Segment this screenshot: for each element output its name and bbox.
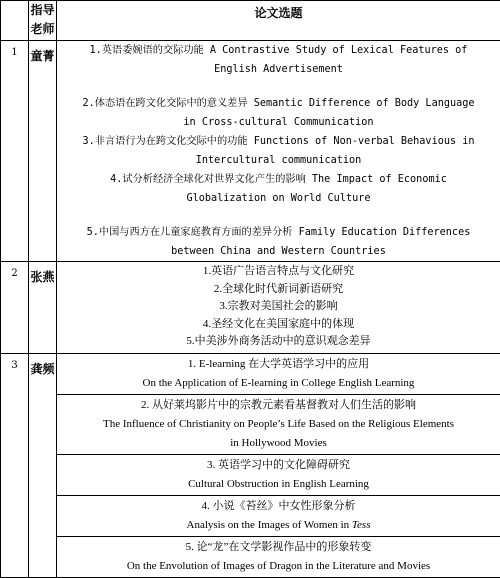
topic-line: English Advertisement xyxy=(57,60,500,79)
topic-item xyxy=(57,170,500,208)
row-number: 1 xyxy=(1,41,29,262)
topic-line: 5.中国与西方在儿童家庭教育方面的差异分析 Family Education Differences xyxy=(57,223,500,242)
topic-line: in Cross-cultural Communication xyxy=(57,113,500,132)
topic-cn: 4. 小说《苔丝》中女性形象分析 xyxy=(57,497,500,516)
topic-cn: 3. 英语学习中的文化障碍研究 xyxy=(57,456,500,475)
topic-item xyxy=(57,94,500,132)
topic-cn: 1. E-learning 在大学英语学习中的应用 xyxy=(57,355,500,374)
topic-en-text: Analysis on the Images of Women in xyxy=(187,519,352,531)
topic-en: On the Application of E-learning in College English Learning xyxy=(57,374,500,393)
topic-line: Intercultural communication xyxy=(57,151,500,170)
topic-en xyxy=(57,516,500,535)
topic-item xyxy=(57,132,500,170)
topic-cn: 2. 从好莱坞影片中的宗教元素看基督教对人们生活的影响 xyxy=(57,396,500,415)
row-number: 2 xyxy=(1,262,29,354)
topic-item: 3.宗教对美国社会的影响 xyxy=(57,298,500,316)
topic-line: 1.英语委婉语的交际功能 A Contrastive Study of Lexical Features of xyxy=(57,41,500,60)
topic-item xyxy=(57,495,500,536)
topic-line: 4.试分析经济全球化对世界文化产生的影响 The Impact of Economic xyxy=(57,170,500,189)
advisor-name: 龚频 xyxy=(29,354,57,578)
topic-line: 2.体态语在跨文化交际中的意义差异 Semantic Difference of Body Language xyxy=(57,94,500,113)
table-header-row xyxy=(1,1,500,41)
topic-line: 3.非言语行为在跨文化交际中的功能 Functions of Non-verbal Behavious in xyxy=(57,132,500,151)
topic-en: On the Envolution of Images of Dragon in the Literature and Movies xyxy=(57,557,500,576)
row-number: 3 xyxy=(1,354,29,578)
header-advisor-cell xyxy=(29,1,57,41)
topic-item xyxy=(57,536,500,577)
topic-item xyxy=(57,394,500,454)
topic-item xyxy=(57,354,500,394)
topic-item: 5.中美涉外商务活动中的意识观念差异 xyxy=(57,333,500,351)
topic-en-italic: Tess xyxy=(352,519,371,531)
header-num-cell xyxy=(1,1,29,41)
advisor-name: 张燕 xyxy=(29,262,57,354)
topic-item: 2.全球化时代新词新语研究 xyxy=(57,281,500,299)
topic-item: 4.圣经文化在美国家庭中的体现 xyxy=(57,316,500,334)
topic-item xyxy=(57,41,500,79)
topic-en: Cultural Obstruction in English Learning xyxy=(57,475,500,494)
topic-item xyxy=(57,223,500,261)
topic-cn: 5. 论“龙”在文学影视作品中的形象转变 xyxy=(57,538,500,557)
topic-item xyxy=(57,454,500,495)
topic-list xyxy=(57,262,500,354)
topic-en: in Hollywood Movies xyxy=(57,434,500,453)
advisor-name: 童菁 xyxy=(29,41,57,262)
table-row xyxy=(1,262,500,354)
topic-list xyxy=(57,354,500,578)
topic-list xyxy=(57,41,500,262)
header-advisor-line2: 老师 xyxy=(29,20,56,39)
table-row xyxy=(1,354,500,578)
topic-en: The Influence of Christianity on People’s Life Based on the Religious Elements xyxy=(57,415,500,434)
topic-line: between China and Western Countries xyxy=(57,242,500,261)
topic-line: Globalization on World Culture xyxy=(57,189,500,208)
topic-item: 1.英语广告语言特点与文化研究 xyxy=(57,263,500,281)
header-advisor-line1: 指导 xyxy=(29,1,56,20)
table-row xyxy=(1,41,500,262)
header-topic-cell: 论文选题 xyxy=(57,1,500,41)
